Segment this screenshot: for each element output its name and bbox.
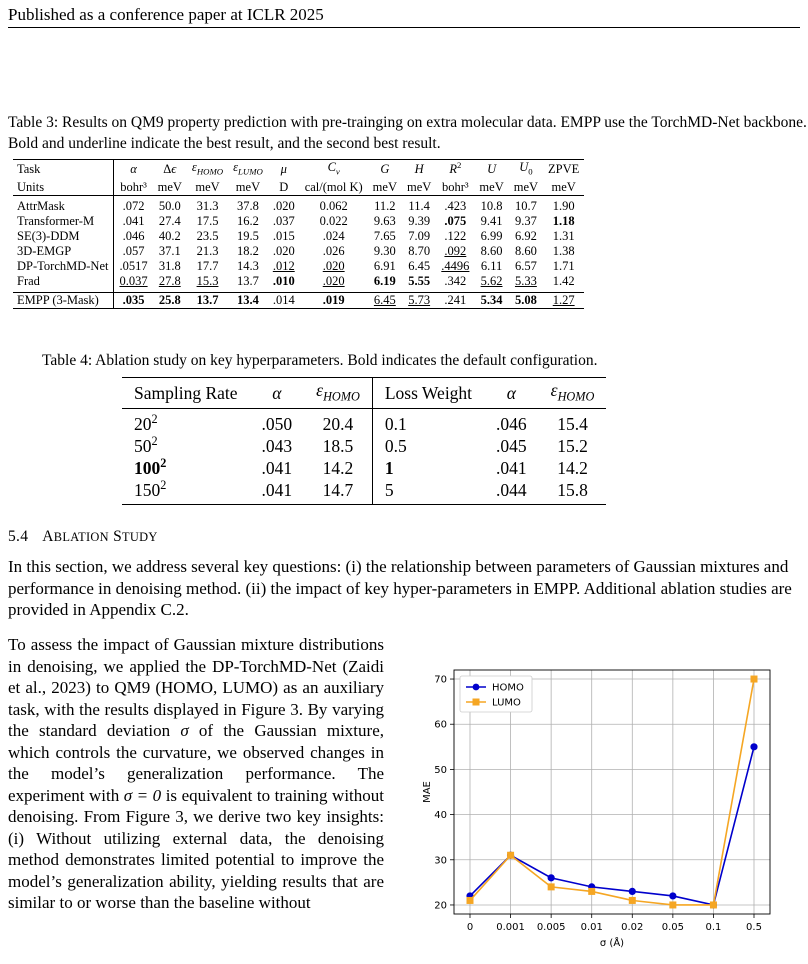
x-tick-label: 0.02 xyxy=(621,922,644,933)
unit-cell: meV xyxy=(479,179,504,194)
homo-cell: 14.7 xyxy=(304,479,372,505)
x-tick-label: 0 xyxy=(466,922,474,933)
math-eq: σ = 0 xyxy=(123,785,162,805)
sampling-rate-cell: $20^2$ xyxy=(122,409,250,436)
para-text: To assess the impact of Gaussian mixture distributions in denoising, we applied the DP-TorchMD-Net (Zaidi et al., 2023) to QM9 (HOMO, LUMO) as an auxiliary task, with the results displayed in Figure 3. By varying the standard deviation xyxy=(8,635,384,740)
lumo-point xyxy=(548,883,555,890)
sampling-rate-cell: $150^2$ xyxy=(122,479,250,505)
table4: Sampling Rate α $\varepsilon_{HOMO}$ Loss Weight α $\varepsilon_{HOMO}$ $20^2$ .050 20.4 0.1 .046 15.4 $50^2$ .043 18.5 0.5 .045 15.2 $100^2$ .041 14.2 1 .041 14.2 $150^2$ .041 14.7 5 .044 15.8 xyxy=(122,377,606,505)
math-sigma: σ xyxy=(180,721,189,740)
cell: 25.8 xyxy=(153,292,187,308)
cell: 31.3 xyxy=(187,195,228,214)
cell: 18.2 xyxy=(237,243,259,258)
cell: 9.37 xyxy=(514,213,537,228)
section-heading xyxy=(8,528,158,546)
cell: 9.30 xyxy=(373,243,396,258)
cell: .012 xyxy=(272,258,295,273)
cell: .010 xyxy=(272,273,295,288)
unit-cell: cal/(mol K) xyxy=(304,179,363,194)
cell: .075 xyxy=(444,213,467,228)
cell: 6.45 xyxy=(408,258,431,273)
cell: 11.2 xyxy=(368,195,402,214)
cell: 1.38 xyxy=(552,243,575,258)
table3-units-label: Units xyxy=(13,180,114,196)
loss-weight-header: Loss Weight xyxy=(372,378,484,409)
cell: 6.11 xyxy=(480,258,503,273)
x-tick-label: 0.001 xyxy=(496,922,525,933)
x-axis-label: σ (Å) xyxy=(599,938,625,949)
alpha-cell: .045 xyxy=(496,436,527,456)
section-title: ABLATION STUDY xyxy=(42,528,158,545)
homo-cell: 15.2 xyxy=(557,436,588,456)
cell: 6.19 xyxy=(373,273,396,288)
table3-empp-row xyxy=(13,292,584,308)
cell: .020 xyxy=(272,243,295,258)
cell: 5.34 xyxy=(474,292,508,308)
cell: .041 xyxy=(122,213,145,228)
cell: 6.57 xyxy=(514,258,537,273)
figure3-line-chart xyxy=(418,664,774,954)
paragraph-intro: In this section, we address several key questions: (i) the relationship between parameters of Gaussian mixtures and performance in denoising method. (ii) the impact of key hyper-parameters in EMPP. Additional ablation studies are provided in Appendix C.2. xyxy=(8,557,792,619)
loss-weight-cell: 1 xyxy=(384,458,394,478)
cell: 5.73 xyxy=(402,292,436,308)
row-label: DP-TorchMD-Net xyxy=(13,259,114,274)
legend-label: HOMO xyxy=(492,682,524,694)
cell: 9.63 xyxy=(373,213,396,228)
row-label: SE(3)-DDM xyxy=(13,229,114,244)
paragraph-gaussian xyxy=(8,634,384,914)
cell: 13.4 xyxy=(228,292,268,308)
sampling-rate-cell: $50^2$ xyxy=(134,434,158,456)
cell: 5.62 xyxy=(480,273,503,288)
unit-cell: D xyxy=(279,179,289,194)
alpha-cell: .041 xyxy=(496,458,527,478)
row-label: Transformer-M xyxy=(13,214,114,229)
cell: 21.3 xyxy=(196,243,219,258)
cell: .037 xyxy=(272,213,295,228)
homo-point xyxy=(629,888,636,895)
cell: 9.39 xyxy=(408,213,431,228)
cell: .015 xyxy=(272,228,295,243)
table3-caption: Table 3: Results on QM9 property prediction with pre-trainging on extra molecular data. EMPP use the TorchMD-Net backbone. Bold and underline indicate the best result, and the second best result. xyxy=(8,114,807,152)
para-text: is equivalent to training without denoising. From Figure 3, we derive two key insights: (i) Without utilizing external data, the denoising method demonstrates limited potential to improve the model’s generalization ability, yielding results that are similar to or worse than the baseline without xyxy=(8,785,384,912)
cell: 11.4 xyxy=(402,195,436,214)
cell: .4496 xyxy=(441,258,470,273)
table3-body xyxy=(13,195,584,292)
unit-cell: meV xyxy=(157,179,182,194)
table3-row xyxy=(13,195,584,214)
section-number: 5.4 xyxy=(8,528,29,545)
unit-cell: meV xyxy=(406,179,432,194)
cell: 1.31 xyxy=(552,228,575,243)
cell: 37.1 xyxy=(158,243,181,258)
cell: 9.41 xyxy=(480,213,503,228)
cell: .0517 xyxy=(119,258,148,273)
lumo-point xyxy=(629,897,636,904)
cell: 0.037 xyxy=(119,273,148,288)
table4-row xyxy=(122,409,606,436)
cell: 50.0 xyxy=(153,195,187,214)
alpha-cell: .041 xyxy=(250,479,305,505)
row-label: AttrMask xyxy=(13,195,114,214)
unit-cell: bohr³ xyxy=(442,179,469,194)
homo-point xyxy=(669,892,676,899)
lumo-point xyxy=(467,897,474,904)
x-tick-label: 0.005 xyxy=(536,922,566,933)
cell: 8.60 xyxy=(480,243,503,258)
sampling-rate-header: Sampling Rate xyxy=(122,378,250,409)
homo-cell: 18.5 xyxy=(304,435,372,457)
cell: .241 xyxy=(436,292,474,308)
homo-point xyxy=(750,743,757,750)
unit-cell: meV xyxy=(372,179,397,194)
cell: 23.5 xyxy=(196,228,219,243)
legend-label: LUMO xyxy=(492,697,521,709)
homo-cell: 14.2 xyxy=(557,458,588,478)
alpha-cell: .044 xyxy=(484,479,539,505)
cell: 16.2 xyxy=(237,213,259,228)
lumo-point xyxy=(751,676,758,683)
cell: 1.42 xyxy=(552,273,575,288)
homo-cell: 20.4 xyxy=(304,409,372,436)
cell: 19.5 xyxy=(237,228,259,243)
cell: .122 xyxy=(444,228,467,243)
lumo-point xyxy=(507,852,514,859)
cell: 37.8 xyxy=(228,195,268,214)
x-tick-label: 0.05 xyxy=(661,922,684,933)
loss-weight-cell: 0.1 xyxy=(372,409,484,436)
cell: .092 xyxy=(444,243,467,258)
row-label: EMPP (3-Mask) xyxy=(13,292,114,308)
cell: 1.18 xyxy=(552,213,575,228)
cell: .035 xyxy=(114,292,153,308)
y-tick-label: 60 xyxy=(434,719,447,731)
alpha-cell: .041 xyxy=(261,458,293,478)
cell: 40.2 xyxy=(158,228,181,243)
y-tick-label: 30 xyxy=(434,855,447,867)
table4-row xyxy=(122,435,606,457)
cell: 6.91 xyxy=(373,258,396,273)
lumo-point xyxy=(588,888,595,895)
cell: 1.71 xyxy=(552,258,575,273)
cell: .019 xyxy=(300,292,368,308)
cell: 8.70 xyxy=(408,243,431,258)
table4-row xyxy=(122,479,606,505)
cell: 6.99 xyxy=(480,228,503,243)
cell: 27.4 xyxy=(158,213,181,228)
cell: 15.3 xyxy=(196,273,219,288)
table3-row xyxy=(13,274,584,293)
cell: 10.7 xyxy=(509,195,543,214)
cell: 27.8 xyxy=(158,273,181,288)
cell: 1.90 xyxy=(543,195,584,214)
cell: 6.45 xyxy=(368,292,402,308)
unit-cell: meV xyxy=(513,179,539,194)
cell: .026 xyxy=(322,243,345,258)
cell: 10.8 xyxy=(474,195,508,214)
cell: 1.27 xyxy=(543,292,584,308)
header-rule xyxy=(8,27,800,28)
cell: 14.3 xyxy=(237,258,259,273)
cell: .024 xyxy=(322,228,345,243)
table4-body xyxy=(122,409,606,505)
cell: 5.08 xyxy=(509,292,543,308)
lumo-point xyxy=(710,901,717,908)
cell: 17.7 xyxy=(196,258,219,273)
cell: .423 xyxy=(436,195,474,214)
row-label: 3D-EMGP xyxy=(13,244,114,259)
table3-row xyxy=(13,229,584,244)
cell: 6.92 xyxy=(514,228,537,243)
table3: Task α Δϵ $\varepsilon_{HOMO}$ $\varepsilon_{LUMO}$ μ $C_v$ G H $R^2$ U $U_0$ ZPVE Units bohr³ meV meV meV D cal/(mol K) meV meV bohr³ meV meV meV AttrMask .072 50.0 31.3 37.8 .020 0.062 11.2 11.4 .423 10.8 10.7 1.90 Transformer-M .041 27.4 17.5 16.2 .037 0.022 9.63 9.39 .075 9.41 9.37 1.18 SE(3)-DDM .046 40.2 23.5 19.5 .015 .024 7.65 7.09 .122 6.99 6.92 1.31 3D-EMGP .057 37.1 21.3 18.2 .020 .026 9.30 8.70 .092 8.60 8.60 1.38 DP-TorchMD-Net .0517 31.8 17.7 14.3 .012 .020 6.91 6.45 .4496 6.11 6.57 1.71 Frad 0.037 27.8 15.3 13.7 .010 .020 6.19 5.55 .342 5.62 5.33 1.42 EMPP (3-Mask) .035 25.8 13.7 13.4 .014 .019 6.45 5.73 .241 5.34 5.08 1.27 xyxy=(13,159,584,309)
lumo-point xyxy=(669,901,676,908)
unit-cell: meV xyxy=(235,179,261,194)
cell: 7.65 xyxy=(373,228,396,243)
alpha-cell: .046 xyxy=(484,409,539,436)
cell: 13.7 xyxy=(187,292,228,308)
sampling-rate-cell: $100^2$ xyxy=(134,456,167,478)
x-tick-label: 0.01 xyxy=(580,922,603,933)
alpha-cell: .050 xyxy=(250,409,305,436)
cell: .020 xyxy=(322,273,345,288)
y-tick-label: 20 xyxy=(434,900,447,912)
cell: .020 xyxy=(322,258,345,273)
table3-row xyxy=(13,259,584,274)
table3-row xyxy=(13,244,584,259)
cell: .046 xyxy=(122,228,145,243)
unit-cell: meV xyxy=(551,179,576,194)
homo-cell: 14.2 xyxy=(304,457,372,479)
cell: 5.55 xyxy=(408,273,431,288)
unit-cell: bohr³ xyxy=(120,179,147,194)
homo-point xyxy=(548,874,555,881)
lumo-series-line xyxy=(470,679,754,905)
x-tick-label: 0.1 xyxy=(705,922,722,933)
row-label: Frad xyxy=(13,274,114,293)
cell: 8.60 xyxy=(514,243,537,258)
table4-row xyxy=(122,457,606,479)
table3-task-label: Task xyxy=(13,160,114,180)
cell: .072 xyxy=(114,195,153,214)
y-tick-label: 70 xyxy=(434,674,447,686)
x-tick-label: 0.5 xyxy=(746,922,762,933)
para-text: of the Gaussian mixture, which controls the curvature, we observed changes in the model’s generalization performance. The experiment with xyxy=(8,721,384,805)
table4-caption: Table 4: Ablation study on key hyperparameters. Bold indicates the default configuration. xyxy=(42,352,598,369)
loss-weight-cell: 0.5 xyxy=(384,436,407,456)
legend-marker xyxy=(473,699,480,706)
homo-cell: 15.4 xyxy=(539,409,607,436)
legend-marker xyxy=(473,684,480,691)
loss-weight-cell: 5 xyxy=(372,479,484,505)
cell: .057 xyxy=(122,243,145,258)
cell: .020 xyxy=(268,195,300,214)
alpha-cell: .043 xyxy=(261,436,293,456)
unit-cell: meV xyxy=(195,179,220,194)
cell: 31.8 xyxy=(158,258,181,273)
cell: 17.5 xyxy=(196,213,219,228)
cell: 13.7 xyxy=(237,273,259,288)
cell: 7.09 xyxy=(408,228,431,243)
cell: .014 xyxy=(268,292,300,308)
cell: 5.33 xyxy=(514,273,537,288)
y-tick-label: 50 xyxy=(434,764,447,776)
cell: .342 xyxy=(444,273,467,288)
cell: 0.022 xyxy=(319,213,348,228)
homo-series-line xyxy=(470,747,754,905)
y-axis-label: MAE xyxy=(422,781,433,803)
y-tick-label: 40 xyxy=(434,810,447,822)
running-header: Published as a conference paper at ICLR 2025 xyxy=(8,5,324,24)
homo-cell: 15.8 xyxy=(539,479,607,505)
table3-row xyxy=(13,214,584,229)
cell: 0.062 xyxy=(300,195,368,214)
